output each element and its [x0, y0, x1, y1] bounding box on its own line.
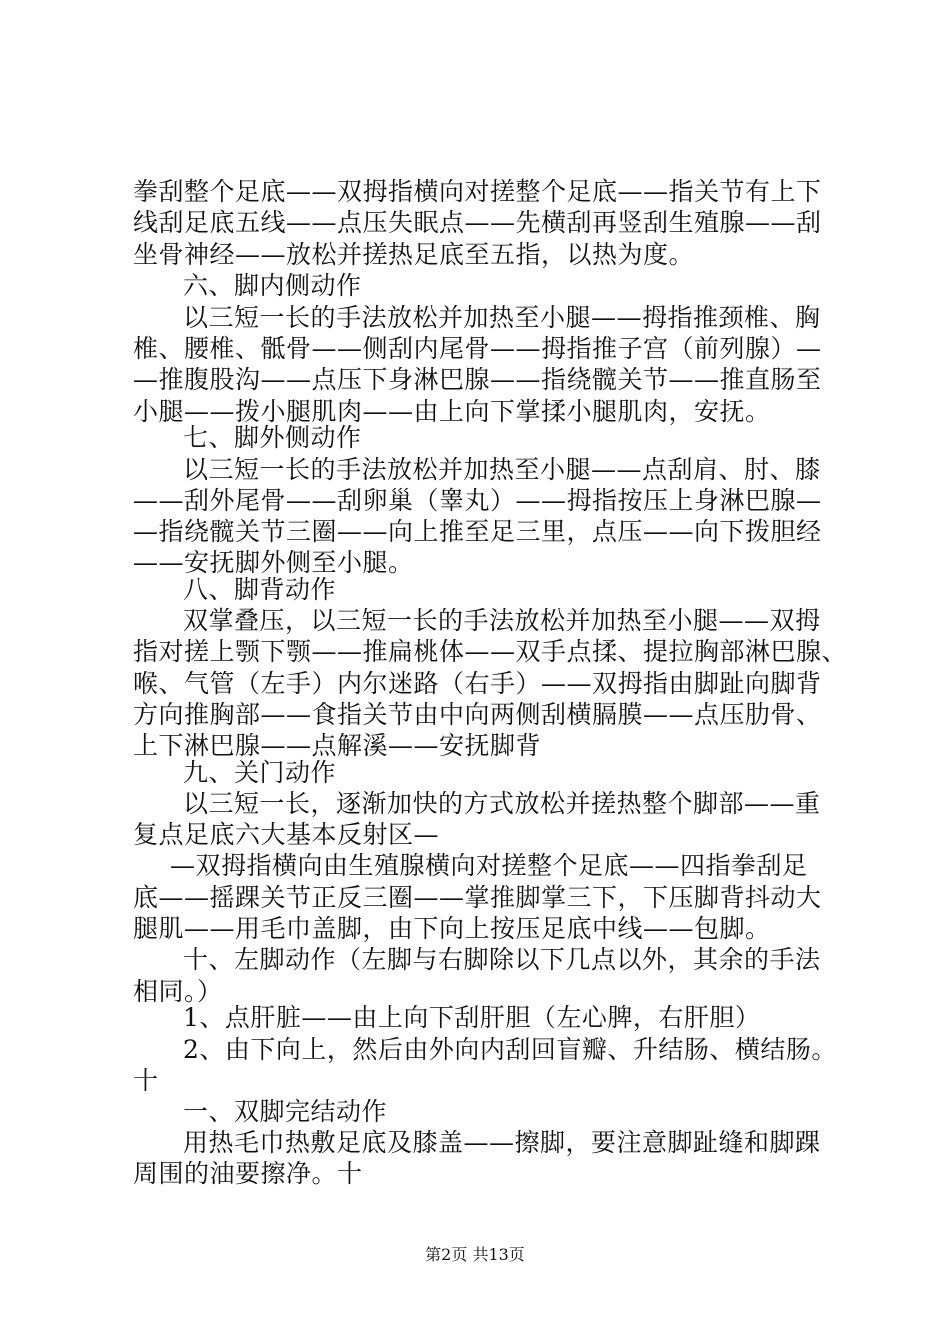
text-line: 指对搓上颚下颚——推扁桃体——双手点揉、提拉胸部淋巴腺、	[133, 637, 848, 666]
text-line: 相同。）	[133, 977, 223, 1006]
text-line: 拳刮整个足底——双拇指横向对搓整个足底——指关节有上下	[133, 177, 822, 206]
text-line: 十	[133, 1066, 159, 1095]
text-line: 以三短一长，逐渐加快的方式放松并搓热整个脚部——重	[183, 789, 821, 818]
text-line: 小腿——拨小腿肌肉——由上向下掌揉小腿肌肉，安抚。	[133, 397, 771, 426]
text-line: 腿肌——用毛巾盖脚，由下向上按压足底中线——包脚。	[133, 914, 771, 943]
section-heading: 九、关门动作	[183, 758, 337, 787]
page-number-footer: 第2页 共13页	[425, 1245, 525, 1264]
text-line: —推腹股沟——点压下身淋巴腺——指绕髋关节——推直肠至	[133, 365, 822, 394]
section-heading: 一、双脚完结动作	[183, 1097, 388, 1126]
text-line: ——安抚脚外侧至小腿。	[133, 548, 414, 577]
text-line: 以三短一长的手法放松并加热至小腿——点刮肩、肘、膝	[183, 455, 821, 484]
section-heading: 十、左脚动作（左脚与右脚除以下几点以外，其余的手法	[183, 945, 821, 974]
text-line: ——刮外尾骨——刮卵巢（睾丸）——拇指按压上身淋巴腺—	[133, 486, 822, 515]
text-line: 线刮足底五线——点压失眠点——先横刮再竖刮生殖腺——刮	[133, 208, 822, 237]
text-line: 周围的油要擦净。十	[133, 1159, 363, 1188]
text-line: 喉、气管（左手）内尔迷路（右手）——双拇指由脚趾向脚背	[133, 669, 822, 698]
text-line: 坐骨神经——放松并搓热足底至五指，以热为度。	[133, 240, 695, 269]
text-line: 双掌叠压，以三短一长的手法放松并加热至小腿——双拇	[183, 606, 821, 635]
text-line: 以三短一长的手法放松并加热至小腿——拇指推颈椎、胸	[183, 303, 821, 332]
text-line: 复点足底六大基本反射区—	[133, 820, 440, 849]
section-heading: 六、脚内侧动作	[183, 271, 362, 300]
text-line: —指绕髋关节三圈——向上推至足三里，点压——向下拨胆经	[133, 517, 822, 546]
section-heading: 八、脚背动作	[183, 575, 337, 604]
text-line: 用热毛巾热敷足底及膝盖——擦脚，要注意脚趾缝和脚踝	[183, 1128, 821, 1157]
list-item: 2、由下向上，然后由外向内刮回盲瓣、升结肠、横结肠。	[183, 1035, 837, 1064]
text-line: 方向推胸部——食指关节由中向两侧刮横膈膜——点压肋骨、	[133, 700, 822, 729]
text-line: 上下淋巴腺——点解溪——安抚脚背	[133, 731, 542, 760]
list-item: 1、点肝脏——由上向下刮肝胆（左心脾，右肝胆）	[183, 1003, 761, 1032]
text-line: 椎、腰椎、骶骨——侧刮内尾骨——拇指推子宫（前列腺）—	[133, 334, 822, 363]
text-line: —双拇指横向由生殖腺横向对搓整个足底——四指拳刮足	[170, 851, 808, 880]
section-heading: 七、脚外侧动作	[183, 423, 362, 452]
text-line: 底——摇踝关节正反三圈——掌推脚掌三下，下压脚背抖动大	[133, 883, 822, 912]
